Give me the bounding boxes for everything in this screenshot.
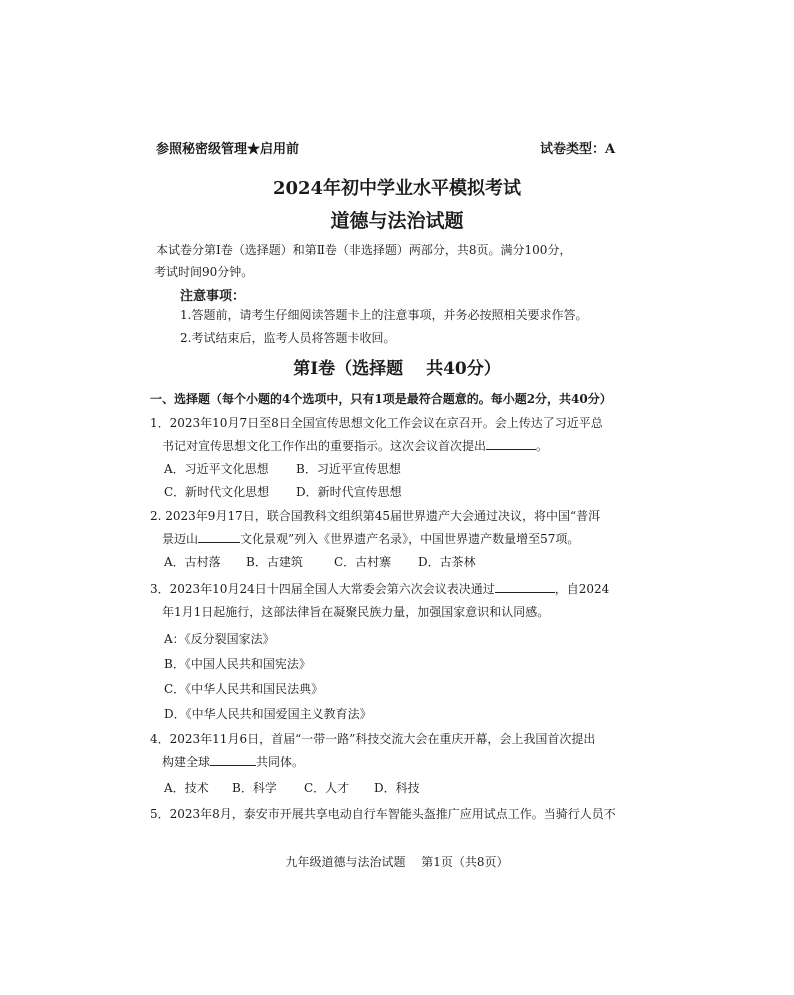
question-4-option-d: D．科技 — [374, 781, 420, 795]
question-2-option-b: B．古建筑 — [246, 555, 303, 569]
question-3-option-b: B．《中国人民共和国宪法》 — [164, 657, 311, 671]
intro-line-2: 考试时间90分钟。 — [154, 265, 254, 279]
question-2-line-2 — [162, 530, 579, 547]
confidentiality-label: 参照秘密级管理★启用前 — [156, 142, 300, 157]
question-4-option-a: A．技术 — [164, 781, 209, 795]
question-2-option-a: A．古村落 — [164, 555, 221, 569]
question-3-line-2: 年1月1日起施行，这部法律旨在凝聚民族力量，加强国家意识和认同感。 — [162, 605, 550, 619]
question-1-line-1: 1．2023年10月7日至8日全国宣传思想文化工作会议在京召开。会上传达了习近平总 — [150, 416, 603, 430]
question-4-option-c: C．人才 — [304, 781, 350, 795]
question-3-text-end: ，自2024 — [554, 582, 610, 596]
question-5-line-1: 5．2023年8月，泰安市开展共享电动自行车智能头盔推广应用试点工作。当骑行人员不 — [150, 807, 616, 821]
answer-blank — [486, 439, 536, 450]
question-4-text-end: 共同体。 — [256, 755, 305, 769]
question-2-option-c: C．古村寨 — [334, 555, 392, 569]
question-1-text: 书记对宣传思想文化工作作出的重要指示。这次会议首次提出 — [162, 439, 487, 453]
notice-heading: 注意事项： — [180, 289, 246, 304]
question-4-option-b: B．科学 — [232, 781, 277, 795]
question-3-option-d: D．《中华人民共和国爱国主义教育法》 — [164, 707, 372, 721]
question-1-line-2 — [162, 437, 548, 454]
question-4-text: 构建全球 — [162, 755, 211, 769]
question-3-option-c: C．《中华人民共和国民法典》 — [164, 682, 324, 696]
answer-blank — [198, 532, 240, 543]
intro-line-1: 本试卷分第Ⅰ卷（选择题）和第Ⅱ卷（非选择题）两部分，共8页。满分100分， — [156, 243, 572, 257]
question-1-option-d: D．新时代宣传思想 — [296, 485, 402, 499]
question-2-line-1: 2. 2023年9月17日，联合国教科文组织第45届世界遗产大会通过决议，将中国“普洱 — [150, 509, 601, 523]
question-4-line-1: 4．2023年11月6日，首届“一带一路”科技交流大会在重庆开幕，会上我国首次提出 — [150, 732, 596, 746]
question-1-option-a: A．习近平文化思想 — [164, 462, 269, 476]
exam-subtitle: 道德与法治试题 — [330, 210, 464, 232]
question-2-option-d: D．古茶林 — [418, 555, 476, 569]
notice-item-2: 2.考试结束后，监考人员将答题卡收回。 — [180, 331, 396, 345]
question-1-option-c: C．新时代文化思想 — [164, 485, 270, 499]
exam-title: 2024年初中学业水平模拟考试 — [272, 178, 522, 199]
part-1-title: 第Ⅰ卷（选择题 共40分） — [293, 359, 501, 379]
question-2-text: 景迈山 — [162, 532, 199, 546]
question-3-text: 3．2023年10月24日十四届全国人大常委会第六次会议表决通过 — [150, 582, 495, 596]
question-3-option-a: A：《反分裂国家法》 — [164, 632, 275, 646]
answer-blank — [495, 582, 555, 593]
notice-item-1: 1.答题前，请考生仔细阅读答题卡上的注意事项，并务必按照相关要求作答。 — [180, 308, 588, 322]
question-3-line-1 — [150, 580, 609, 597]
page-footer: 九年级道德与法治试题 第1页（共8页） — [285, 855, 509, 869]
paper-type-label: 试卷类型：A — [540, 142, 616, 157]
question-4-line-2 — [162, 753, 304, 770]
question-1-end: 。 — [536, 439, 549, 453]
question-2-text-end: 文化景观”列入《世界遗产名录》，中国世界遗产数量增至57项。 — [240, 532, 580, 546]
section-1-title: 一、选择题（每个小题的4个选项中，只有1项是最符合题意的。每小题2分，共40分） — [150, 392, 612, 406]
answer-blank — [210, 755, 256, 766]
question-1-option-b: B．习近平宣传思想 — [296, 462, 401, 476]
